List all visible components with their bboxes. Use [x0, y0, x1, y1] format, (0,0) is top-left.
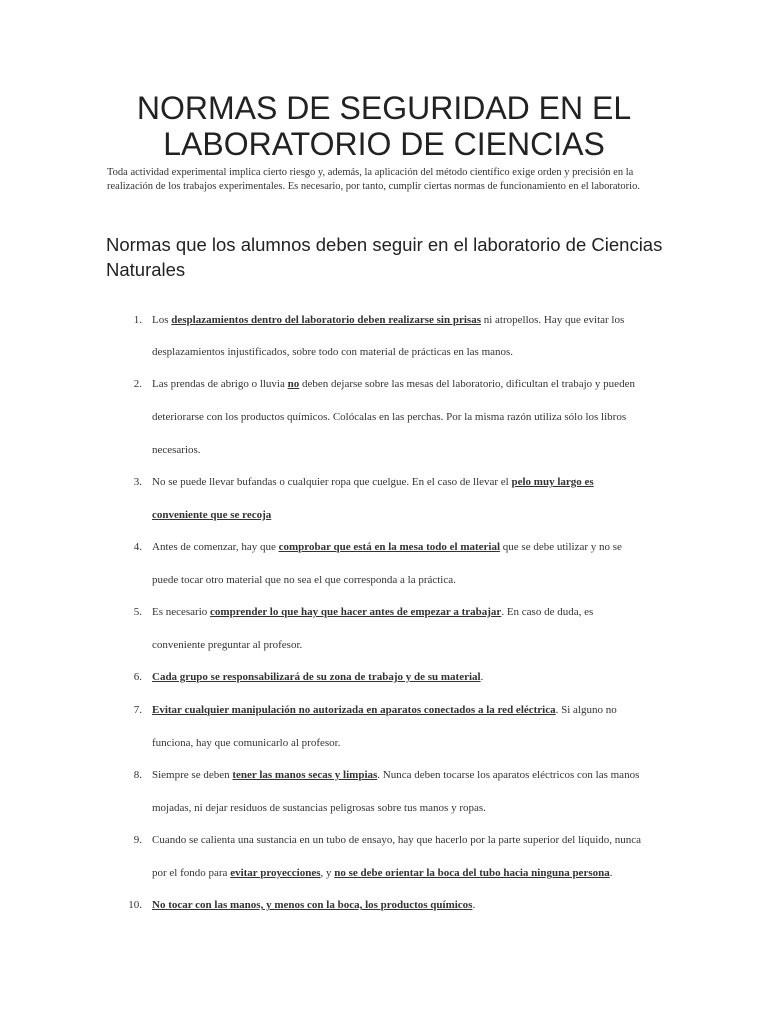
norm-highlight: conveniente que se recoja — [152, 509, 272, 521]
title-line-1: NORMAS DE SEGURIDAD EN EL — [136, 90, 632, 126]
norm-text: Siempre se deben — [152, 769, 233, 781]
norm-highlight: desplazamientos dentro del laboratorio deben realizarse sin prisas — [171, 314, 481, 326]
norm-number: 9. — [133, 834, 142, 846]
norm-highlight: comprobar que está en la mesa todo el material — [278, 541, 501, 553]
norm-line: funciona, hay que comunicarlo al profesor. — [152, 737, 341, 749]
norm-highlight: pelo muy largo es — [511, 476, 594, 488]
norm-number: 10. — [128, 899, 142, 911]
norm-number: 2. — [133, 378, 142, 390]
title-line-2: LABORATORIO DE CIENCIAS — [163, 126, 605, 162]
norm-line: desplazamientos injustificados, sobre todo con material de prácticas en las manos. — [152, 346, 514, 358]
norm-text: Los — [152, 314, 172, 326]
norm-line — [152, 767, 672, 783]
section-subtitle: Normas que los alumnos deben seguir en el laboratorio de Ciencias Naturales — [106, 234, 663, 280]
norm-line — [152, 312, 672, 328]
norm-line — [152, 507, 672, 523]
norm-line: mojadas, ni dejar residuos de sustancias peligrosas sobre tus manos y ropas. — [152, 802, 486, 814]
norm-highlight: Cada grupo se responsabilizará de su zona de trabajo y de su material — [152, 671, 481, 683]
norm-text: . En caso de duda, es — [501, 606, 594, 618]
norm-number: 1. — [133, 314, 142, 326]
norm-text: . — [609, 867, 613, 879]
norm-highlight: no — [287, 378, 300, 390]
norm-highlight: No tocar con las manos, y menos con la boca, los productos químicos — [152, 899, 473, 911]
norm-highlight: evitar proyecciones — [230, 867, 321, 879]
norm-text: . Nunca deben tocarse los aparatos eléctricos con las manos — [377, 769, 640, 781]
norm-line: necesarios. — [152, 444, 201, 456]
norm-line — [152, 865, 672, 881]
norm-number: 3. — [133, 476, 142, 488]
norm-number: 4. — [133, 541, 142, 553]
norm-text: Es necesario — [152, 606, 211, 618]
norm-text: No se puede llevar bufandas o cualquier ropa que cuelgue. En el caso de llevar el — [152, 476, 512, 488]
norm-highlight: comprender lo que hay que hacer antes de empezar a trabajar — [210, 606, 502, 618]
norm-highlight: tener las manos secas y limpias — [232, 769, 378, 781]
norm-highlight: no se debe orientar la boca del tubo hacia ninguna persona — [334, 867, 610, 879]
norm-number: 5. — [133, 606, 142, 618]
intro-paragraph: Toda actividad experimental implica cierto riesgo y, además, la aplicación del método científico exige orden y precisión en la realización de los trabajos experimentales. Es necesario, por tanto, cumplir ciertas normas de funcionamiento en el laboratorio. — [107, 167, 640, 192]
norm-line — [152, 474, 672, 490]
norm-line: deteriorarse con los productos químicos. Colócalas en las perchas. Por la misma razón utiliza sólo los libros — [152, 411, 627, 423]
norm-text: . Si alguno no — [555, 704, 617, 716]
norm-highlight: Evitar cualquier manipulación no autorizada en aparatos conectados a la red eléctrica — [152, 704, 556, 716]
norm-number: 8. — [133, 769, 142, 781]
norm-line — [152, 376, 672, 392]
norm-text: por el fondo para — [152, 867, 231, 879]
norm-number: 6. — [133, 671, 142, 683]
norm-text: Antes de comenzar, hay que — [152, 541, 279, 553]
norm-line — [152, 539, 672, 555]
norm-number: 7. — [133, 704, 142, 716]
norm-text: deben dejarse sobre las mesas del laboratorio, dificultan el trabajo y pueden — [299, 378, 635, 390]
norm-line — [152, 897, 672, 913]
norm-text: Las prendas de abrigo o lluvia — [152, 378, 288, 390]
norm-line: conveniente preguntar al profesor. — [152, 639, 303, 651]
norm-text: . — [472, 899, 476, 911]
norm-text: , y — [320, 867, 335, 879]
norm-line: Cuando se calienta una sustancia en un tubo de ensayo, hay que hacerlo por la parte superior del líquido, nunca — [152, 834, 642, 846]
norm-line: puede tocar otro material que no sea el que corresponda a la práctica. — [152, 574, 456, 586]
norm-text: que se debe utilizar y no se — [500, 541, 622, 553]
norm-line — [152, 702, 672, 718]
norm-line — [152, 669, 672, 685]
norm-text: ni atropellos. Hay que evitar los — [480, 314, 625, 326]
norm-text: . — [480, 671, 484, 683]
page-title — [60, 90, 708, 162]
norm-line — [152, 604, 672, 620]
